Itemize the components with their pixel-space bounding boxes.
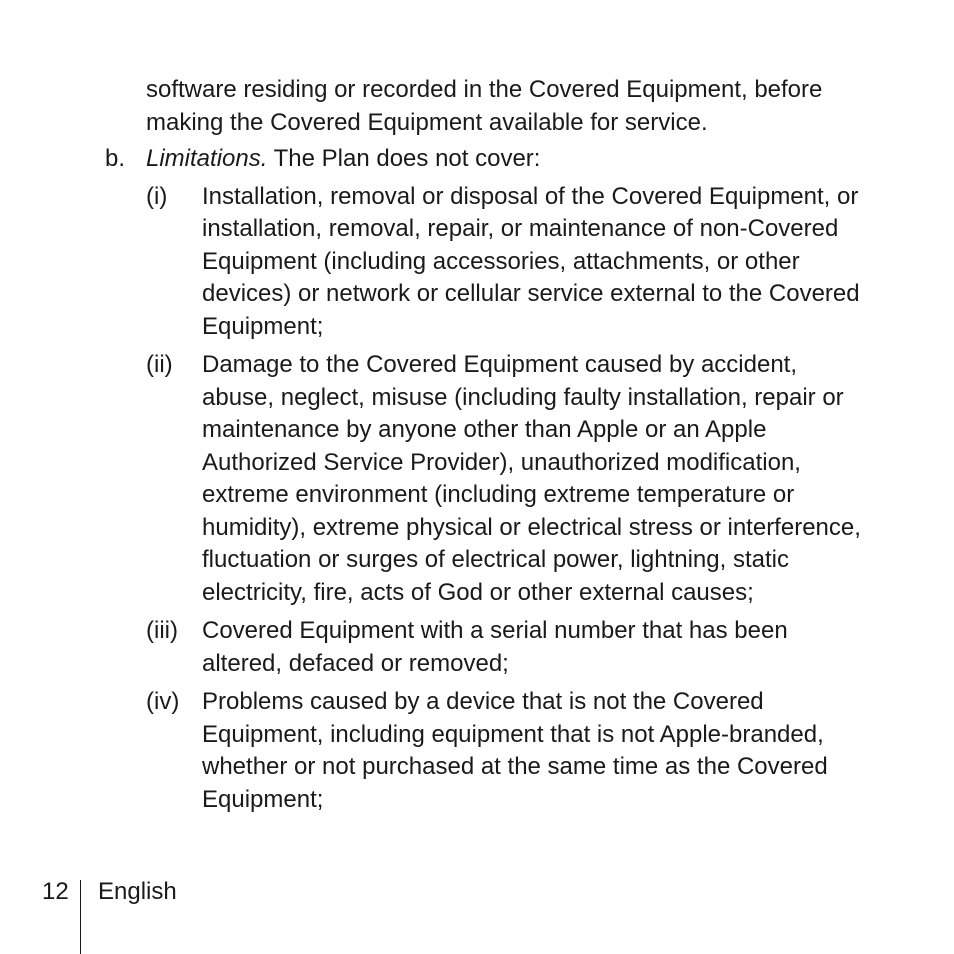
footer-language: English — [98, 878, 177, 905]
list-marker-b: b. — [105, 145, 126, 172]
sub-text-ii: Damage to the Covered Equipment caused by accident, abuse, neglect, misuse (including faulty installation, repair or maintenance by anyone other than Apple or an Apple Authorized Service Provider), unauthorized modification, extreme environment (including extreme temperature or humidity), extreme physical or electrical stress or interference, fluctuation or surges of electrical power, lightning, static electricity, fire, acts of God or other external causes; — [202, 351, 861, 606]
sub-marker-i: (i) — [146, 182, 168, 210]
footer-divider — [80, 880, 81, 954]
sub-item-i — [0, 181, 862, 344]
sub-text-iii: Covered Equipment with a serial number that has been altered, defaced or removed; — [202, 617, 788, 677]
document-body — [0, 74, 954, 822]
sub-text-iv: Problems caused by a device that is not the Covered Equipment, including equipment that is not Apple-branded, whether or not purchased at the same time as the Covered Equipment; — [202, 688, 828, 813]
sub-item-ii — [0, 349, 862, 609]
limitations-heading: Limitations. — [146, 145, 268, 172]
sub-item-iv — [0, 686, 862, 816]
sub-marker-ii: (ii) — [146, 351, 173, 378]
sub-marker-iii: (iii) — [146, 617, 178, 644]
sub-text-i: Installation, removal or disposal of the Covered Equipment, or installation, removal, repair, or maintenance of non-Covered Equipment (including accessories, attachments, or other devices) or network or cellular service external to the Covered Equipment; — [202, 182, 860, 340]
limitations-intro: The Plan does not cover: — [267, 145, 541, 172]
sub-item-iii — [0, 615, 862, 680]
page-number: 12 — [42, 878, 69, 905]
sub-marker-iv: (iv) — [146, 688, 180, 715]
list-item-b — [0, 143, 954, 176]
continuation-paragraph: software residing or recorded in the Covered Equipment, before making the Covered Equipment available for service. — [146, 76, 823, 136]
